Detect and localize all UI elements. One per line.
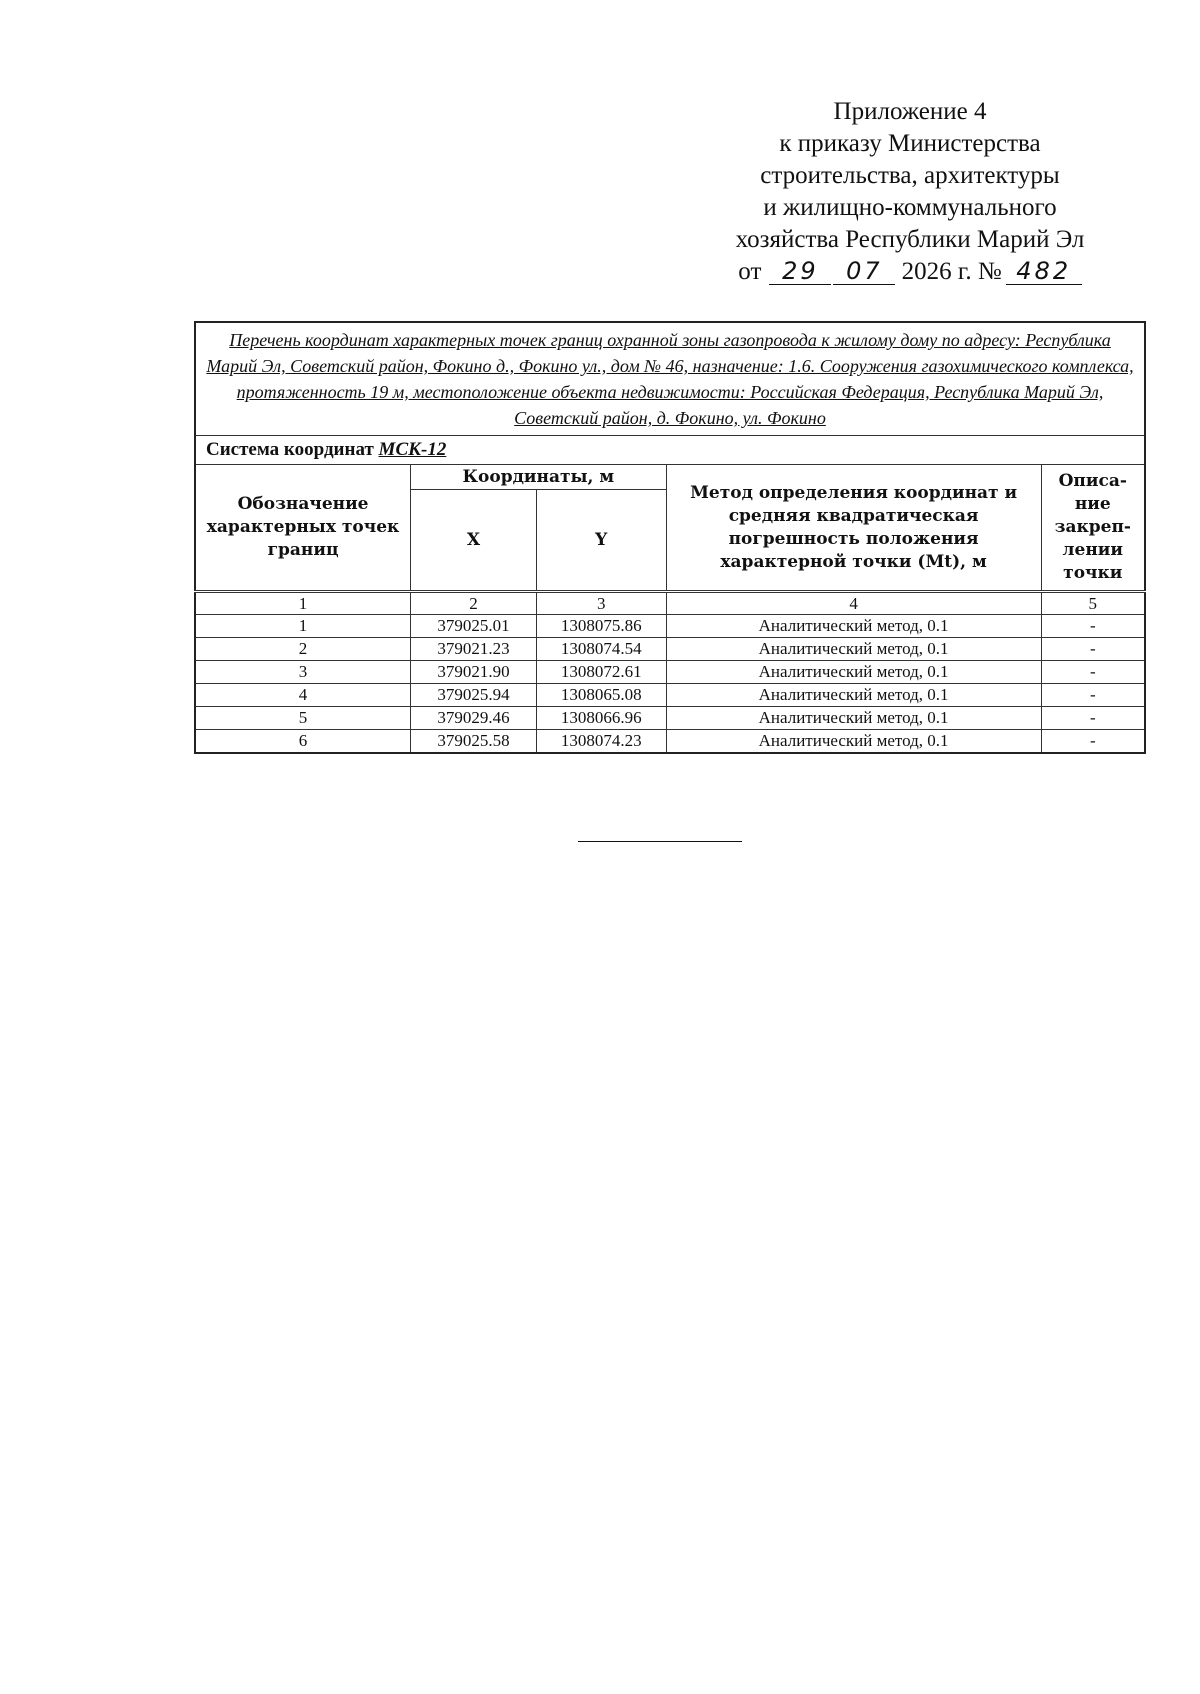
column-number-row — [195, 592, 1145, 615]
header-y: Y — [536, 490, 666, 592]
handwritten-order-number: 482 — [1006, 258, 1082, 285]
column-number: 5 — [1041, 592, 1145, 615]
x-coordinate-cell: 379025.58 — [411, 730, 537, 754]
column-number: 3 — [536, 592, 666, 615]
y-coordinate-cell: 1308065.08 — [536, 684, 666, 707]
y-coordinate-cell: 1308072.61 — [536, 661, 666, 684]
method-cell: Аналитический метод, 0.1 — [666, 707, 1041, 730]
table-row — [195, 615, 1145, 638]
x-coordinate-cell: 379025.01 — [411, 615, 537, 638]
order-date-line — [690, 256, 1130, 288]
x-coordinate-cell: 379021.23 — [411, 638, 537, 661]
y-coordinate-cell: 1308066.96 — [536, 707, 666, 730]
handwritten-month: 07 — [833, 258, 895, 285]
appendix-title: Приложение 4 — [833, 98, 987, 125]
method-cell: Аналитический метод, 0.1 — [666, 615, 1041, 638]
appendix-header — [690, 96, 1130, 288]
header-description: Описа-ние закреп-лении точки — [1041, 465, 1145, 592]
description-cell: - — [1041, 684, 1145, 707]
description-cell: - — [1041, 661, 1145, 684]
column-number: 2 — [411, 592, 537, 615]
header-line-ministry: строительства, архитектуры — [760, 162, 1060, 189]
table-row — [195, 730, 1145, 754]
y-coordinate-cell: 1308075.86 — [536, 615, 666, 638]
method-cell: Аналитический метод, 0.1 — [666, 661, 1041, 684]
table-row — [195, 707, 1145, 730]
header-x: X — [411, 490, 537, 592]
header-coordinates: Координаты, м — [411, 465, 667, 490]
description-cell: - — [1041, 638, 1145, 661]
coordinate-system-row — [195, 436, 1145, 465]
table-caption: Перечень координат характерных точек границ охранной зоны газопровода к жилому дому по адресу: Республика Марий Эл, Советский район, Фокино д., Фокино ул., дом № 46, назначение: 1.6. Сооружения газохимического комплекса, протяженность 19 м, местоположение объекта недвижимости: Российская Федерация, Республика Марий Эл, Советский район, д. Фокино, ул. Фокино — [195, 322, 1145, 436]
header-line-housing: и жилищно-коммунального — [763, 194, 1057, 221]
coordinate-system-label: Система координат — [206, 439, 374, 460]
date-year: 2026 г. № — [901, 258, 1002, 285]
coordinates-table — [194, 321, 1146, 754]
description-cell: - — [1041, 707, 1145, 730]
header-point-designation: Обозначение характерных точек границ — [195, 465, 411, 592]
y-coordinate-cell: 1308074.23 — [536, 730, 666, 754]
end-divider — [578, 841, 742, 842]
x-coordinate-cell: 379021.90 — [411, 661, 537, 684]
header-line-order: к приказу Министерства — [779, 130, 1041, 157]
date-prefix: от — [738, 258, 762, 285]
description-cell: - — [1041, 730, 1145, 754]
table-row — [195, 661, 1145, 684]
coordinate-system-value: МСК-12 — [378, 439, 447, 460]
point-number-cell: 3 — [195, 661, 411, 684]
point-number-cell: 2 — [195, 638, 411, 661]
handwritten-day: 29 — [769, 258, 831, 285]
header-line-republic: хозяйства Республики Марий Эл — [735, 226, 1085, 253]
x-coordinate-cell: 379025.94 — [411, 684, 537, 707]
point-number-cell: 6 — [195, 730, 411, 754]
table-row — [195, 638, 1145, 661]
method-cell: Аналитический метод, 0.1 — [666, 684, 1041, 707]
method-cell: Аналитический метод, 0.1 — [666, 730, 1041, 754]
column-number: 1 — [195, 592, 411, 615]
description-cell: - — [1041, 615, 1145, 638]
y-coordinate-cell: 1308074.54 — [536, 638, 666, 661]
point-number-cell: 4 — [195, 684, 411, 707]
x-coordinate-cell: 379029.46 — [411, 707, 537, 730]
method-cell: Аналитический метод, 0.1 — [666, 638, 1041, 661]
header-method: Метод определения координат и средняя квадратическая погрешность положения характерной точки (Mt), м — [666, 465, 1041, 592]
column-number: 4 — [666, 592, 1041, 615]
point-number-cell: 1 — [195, 615, 411, 638]
point-number-cell: 5 — [195, 707, 411, 730]
table-row — [195, 684, 1145, 707]
